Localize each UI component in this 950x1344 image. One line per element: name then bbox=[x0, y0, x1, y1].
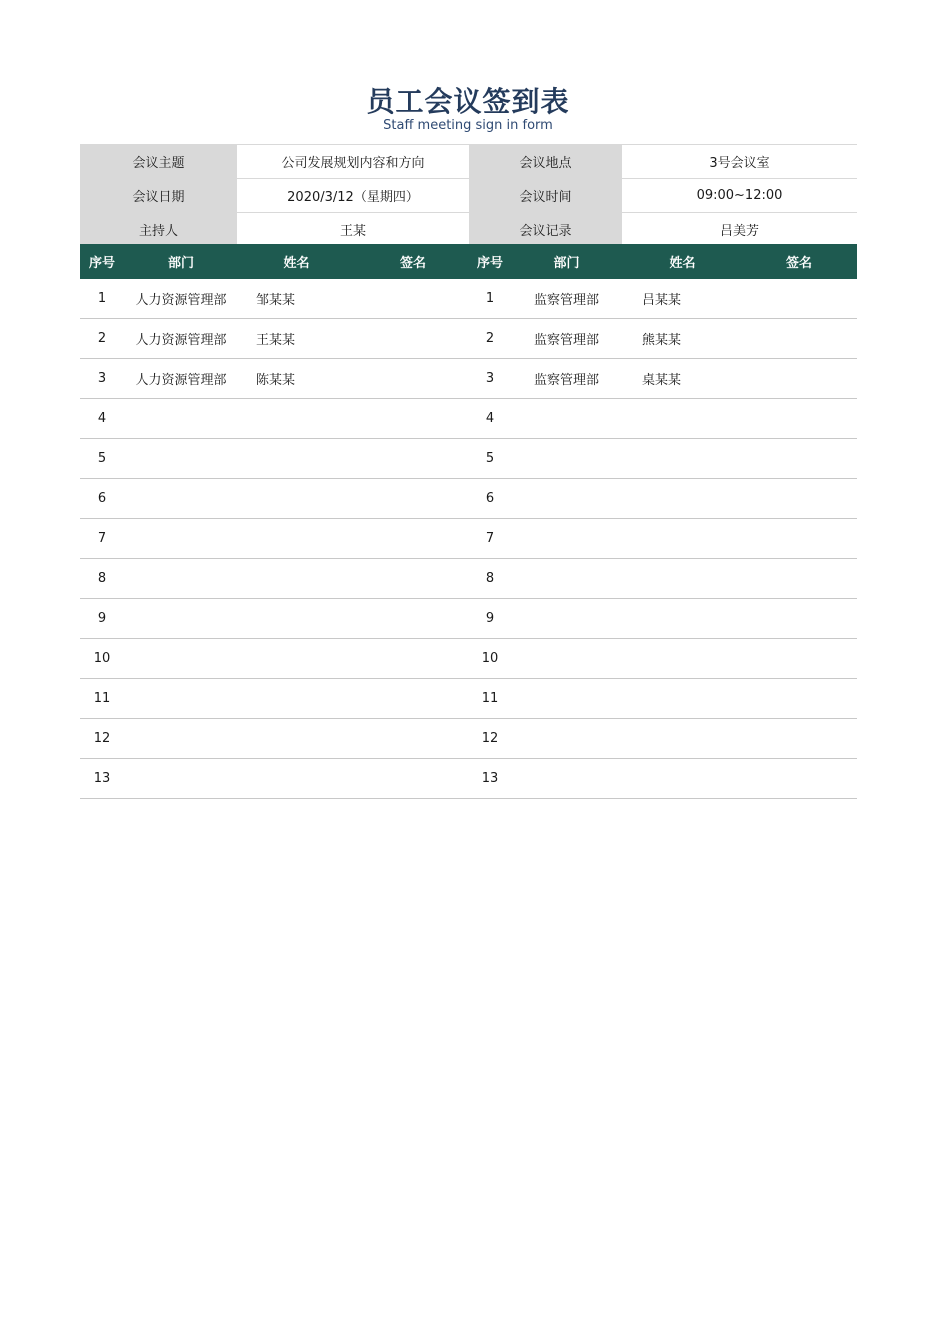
dept-cell[interactable] bbox=[509, 679, 624, 719]
seq-cell: 6 bbox=[80, 479, 124, 519]
name-cell[interactable] bbox=[238, 559, 355, 599]
header-seq: 序号 bbox=[471, 244, 509, 279]
topic-value: 公司发展规划内容和方向 bbox=[237, 145, 469, 179]
dept-cell: 人力资源管理部 bbox=[124, 279, 238, 319]
header-name: 姓名 bbox=[624, 244, 741, 279]
signature-cell[interactable] bbox=[741, 759, 857, 799]
dept-cell[interactable] bbox=[124, 719, 238, 759]
signature-cell[interactable] bbox=[741, 279, 857, 319]
signature-cell[interactable] bbox=[355, 759, 471, 799]
table-row bbox=[80, 359, 857, 399]
seq-cell: 12 bbox=[471, 719, 509, 759]
info-row-topic bbox=[80, 145, 857, 179]
name-cell[interactable] bbox=[238, 599, 355, 639]
seq-cell: 7 bbox=[471, 519, 509, 559]
seq-cell: 8 bbox=[471, 559, 509, 599]
name-cell[interactable] bbox=[624, 599, 741, 639]
date-value: 2020/3/12（星期四） bbox=[237, 179, 469, 213]
page-subtitle: Staff meeting sign in form bbox=[383, 118, 553, 133]
name-cell[interactable] bbox=[624, 519, 741, 559]
sign-in-table bbox=[80, 244, 857, 799]
signature-cell[interactable] bbox=[741, 359, 857, 399]
name-cell[interactable] bbox=[238, 639, 355, 679]
name-cell[interactable] bbox=[624, 399, 741, 439]
signature-cell[interactable] bbox=[355, 639, 471, 679]
name-cell[interactable] bbox=[624, 479, 741, 519]
page-title: 员工会议签到表 bbox=[366, 85, 570, 118]
dept-cell[interactable] bbox=[124, 639, 238, 679]
header-dept: 部门 bbox=[509, 244, 624, 279]
name-cell: 桌某某 bbox=[624, 359, 741, 399]
sign-table-header bbox=[80, 244, 857, 279]
seq-cell: 3 bbox=[80, 359, 124, 399]
name-cell[interactable] bbox=[624, 639, 741, 679]
header-seq: 序号 bbox=[80, 244, 124, 279]
time-value: 09:00~12:00 bbox=[622, 179, 857, 213]
signature-cell[interactable] bbox=[741, 319, 857, 359]
name-cell: 邹某某 bbox=[238, 279, 355, 319]
signature-cell[interactable] bbox=[355, 679, 471, 719]
dept-cell[interactable] bbox=[509, 519, 624, 559]
signature-cell[interactable] bbox=[741, 679, 857, 719]
dept-cell[interactable] bbox=[124, 679, 238, 719]
dept-cell[interactable] bbox=[509, 399, 624, 439]
topic-label: 会议主题 bbox=[80, 145, 237, 179]
name-cell[interactable] bbox=[238, 439, 355, 479]
table-row bbox=[80, 559, 857, 599]
signature-cell[interactable] bbox=[741, 639, 857, 679]
seq-cell: 10 bbox=[471, 639, 509, 679]
signature-cell[interactable] bbox=[355, 479, 471, 519]
signature-cell[interactable] bbox=[741, 599, 857, 639]
dept-cell[interactable] bbox=[509, 479, 624, 519]
date-label: 会议日期 bbox=[80, 179, 237, 213]
name-cell[interactable] bbox=[624, 559, 741, 599]
dept-cell[interactable] bbox=[124, 439, 238, 479]
seq-cell: 12 bbox=[80, 719, 124, 759]
name-cell: 吕某某 bbox=[624, 279, 741, 319]
signature-cell[interactable] bbox=[355, 439, 471, 479]
signature-cell[interactable] bbox=[741, 559, 857, 599]
seq-cell: 10 bbox=[80, 639, 124, 679]
dept-cell: 监察管理部 bbox=[509, 279, 624, 319]
signature-cell[interactable] bbox=[355, 279, 471, 319]
seq-cell: 4 bbox=[80, 399, 124, 439]
table-row bbox=[80, 719, 857, 759]
seq-cell: 8 bbox=[80, 559, 124, 599]
signature-cell[interactable] bbox=[355, 559, 471, 599]
seq-cell: 4 bbox=[471, 399, 509, 439]
table-row bbox=[80, 319, 857, 359]
table-row bbox=[80, 639, 857, 679]
seq-cell: 5 bbox=[80, 439, 124, 479]
seq-cell: 1 bbox=[471, 279, 509, 319]
name-cell: 陈某某 bbox=[238, 359, 355, 399]
dept-cell[interactable] bbox=[124, 519, 238, 559]
recorder-value: 吕美芳 bbox=[622, 213, 857, 247]
signature-cell[interactable] bbox=[355, 359, 471, 399]
signature-cell[interactable] bbox=[355, 519, 471, 559]
table-row bbox=[80, 759, 857, 799]
table-row bbox=[80, 279, 857, 319]
seq-cell: 9 bbox=[471, 599, 509, 639]
dept-cell: 监察管理部 bbox=[509, 319, 624, 359]
name-cell[interactable] bbox=[238, 719, 355, 759]
header-signature: 签名 bbox=[741, 244, 857, 279]
seq-cell: 1 bbox=[80, 279, 124, 319]
signature-cell[interactable] bbox=[741, 439, 857, 479]
header-name: 姓名 bbox=[238, 244, 355, 279]
dept-cell[interactable] bbox=[124, 559, 238, 599]
dept-cell[interactable] bbox=[124, 599, 238, 639]
dept-cell[interactable] bbox=[509, 559, 624, 599]
header-signature: 签名 bbox=[355, 244, 471, 279]
time-label: 会议时间 bbox=[469, 179, 622, 213]
seq-cell: 9 bbox=[80, 599, 124, 639]
dept-cell: 人力资源管理部 bbox=[124, 359, 238, 399]
name-cell[interactable] bbox=[238, 679, 355, 719]
dept-cell[interactable] bbox=[509, 599, 624, 639]
table-row bbox=[80, 479, 857, 519]
seq-cell: 7 bbox=[80, 519, 124, 559]
meeting-info-table bbox=[80, 144, 857, 247]
seq-cell: 6 bbox=[471, 479, 509, 519]
signature-cell[interactable] bbox=[355, 599, 471, 639]
name-cell[interactable] bbox=[238, 519, 355, 559]
table-row bbox=[80, 399, 857, 439]
seq-cell: 2 bbox=[80, 319, 124, 359]
seq-cell: 13 bbox=[80, 759, 124, 799]
seq-cell: 11 bbox=[471, 679, 509, 719]
dept-cell[interactable] bbox=[124, 399, 238, 439]
table-row bbox=[80, 439, 857, 479]
name-cell[interactable] bbox=[238, 479, 355, 519]
table-row bbox=[80, 679, 857, 719]
table-row bbox=[80, 599, 857, 639]
name-cell[interactable] bbox=[238, 759, 355, 799]
info-row-host bbox=[80, 213, 857, 247]
place-label: 会议地点 bbox=[469, 145, 622, 179]
dept-cell[interactable] bbox=[509, 719, 624, 759]
name-cell[interactable] bbox=[624, 679, 741, 719]
info-row-date bbox=[80, 179, 857, 213]
name-cell: 王某某 bbox=[238, 319, 355, 359]
name-cell[interactable] bbox=[238, 399, 355, 439]
dept-cell[interactable] bbox=[509, 639, 624, 679]
seq-cell: 3 bbox=[471, 359, 509, 399]
dept-cell: 人力资源管理部 bbox=[124, 319, 238, 359]
dept-cell[interactable] bbox=[124, 479, 238, 519]
seq-cell: 5 bbox=[471, 439, 509, 479]
signature-cell[interactable] bbox=[355, 399, 471, 439]
dept-cell[interactable] bbox=[509, 439, 624, 479]
signature-cell[interactable] bbox=[741, 399, 857, 439]
name-cell[interactable] bbox=[624, 719, 741, 759]
dept-cell[interactable] bbox=[509, 759, 624, 799]
name-cell[interactable] bbox=[624, 439, 741, 479]
name-cell: 熊某某 bbox=[624, 319, 741, 359]
signature-cell[interactable] bbox=[741, 479, 857, 519]
host-label: 主持人 bbox=[80, 213, 237, 247]
signature-cell[interactable] bbox=[741, 719, 857, 759]
seq-cell: 11 bbox=[80, 679, 124, 719]
table-row bbox=[80, 519, 857, 559]
name-cell[interactable] bbox=[624, 759, 741, 799]
dept-cell[interactable] bbox=[124, 759, 238, 799]
signature-cell[interactable] bbox=[355, 319, 471, 359]
seq-cell: 2 bbox=[471, 319, 509, 359]
signature-cell[interactable] bbox=[355, 719, 471, 759]
signature-cell[interactable] bbox=[741, 519, 857, 559]
recorder-label: 会议记录 bbox=[469, 213, 622, 247]
host-value: 王某 bbox=[237, 213, 469, 247]
dept-cell: 监察管理部 bbox=[509, 359, 624, 399]
header-dept: 部门 bbox=[124, 244, 238, 279]
seq-cell: 13 bbox=[471, 759, 509, 799]
place-value: 3号会议室 bbox=[622, 145, 857, 179]
